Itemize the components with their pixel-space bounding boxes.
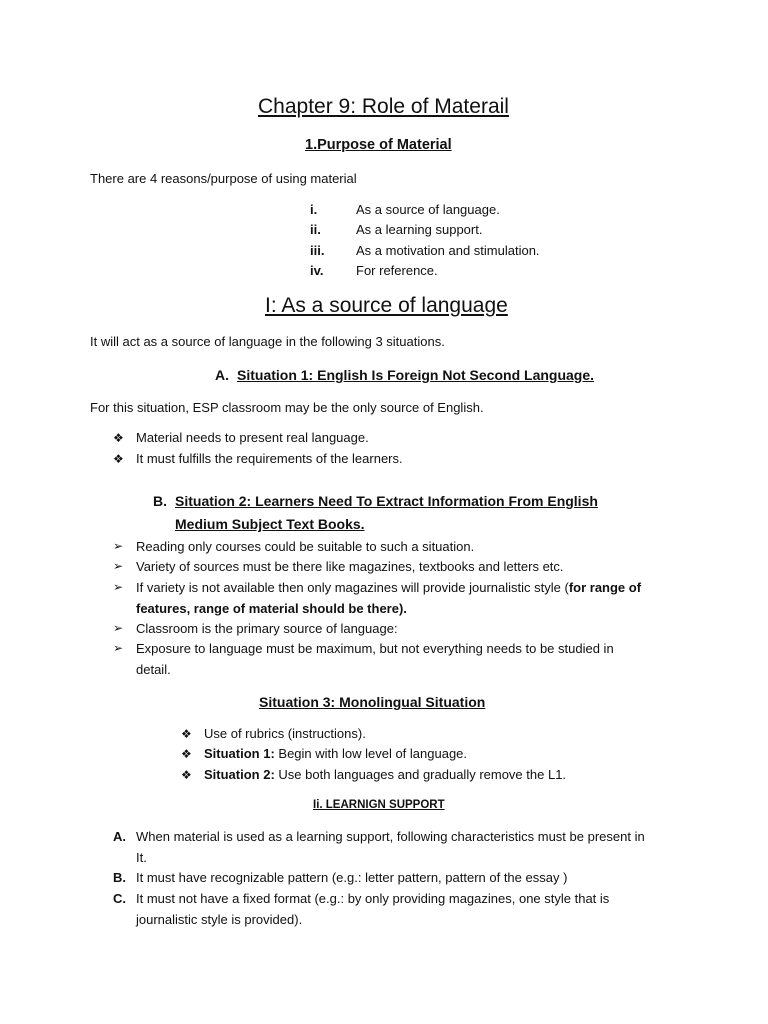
list-item-continuation: detail. xyxy=(136,662,171,677)
list-item: As a source of language. xyxy=(356,202,500,217)
diamond-bullet-icon: ❖ xyxy=(113,431,124,445)
list-item: It must fulfills the requirements of the learners. xyxy=(136,451,403,466)
arrow-bullet-icon: ➢ xyxy=(113,539,124,553)
list-item: Classroom is the primary source of language: xyxy=(136,621,398,636)
list-item-bold-text: Situation 1: xyxy=(204,746,275,761)
section-heading-purpose: 1.Purpose of Material xyxy=(305,137,452,153)
situation-b-heading-line1: Situation 2: Learners Need To Extract Information From English xyxy=(175,493,598,509)
list-item xyxy=(204,726,366,741)
list-item-continuation: features, range of material should be there). xyxy=(136,601,407,616)
situation-a-heading: Situation 1: English Is Foreign Not Second Language. xyxy=(237,367,595,383)
list-item-text: Begin with low level of language. xyxy=(274,746,468,761)
page-title: Chapter 9: Role of Materail xyxy=(258,95,509,118)
purpose-intro: There are 4 reasons/purpose of using material xyxy=(90,171,357,186)
list-item: It must not have a fixed format (e.g.: by only providing magazines, one style that is xyxy=(136,891,610,906)
list-item xyxy=(204,746,467,761)
list-item xyxy=(136,580,641,595)
list-item: Material needs to present real language. xyxy=(136,430,369,445)
list-letter: B. xyxy=(113,870,126,885)
list-letter: C. xyxy=(113,891,126,906)
list-item-continuation: It. xyxy=(136,850,147,865)
diamond-bullet-icon: ❖ xyxy=(181,768,192,782)
list-item: As a motivation and stimulation. xyxy=(356,243,540,258)
arrow-bullet-icon: ➢ xyxy=(113,621,124,635)
list-letter: A. xyxy=(113,829,126,844)
list-item-bold-text: for range of xyxy=(568,580,642,595)
diamond-bullet-icon: ❖ xyxy=(181,727,192,741)
list-number: i. xyxy=(310,202,318,217)
list-number: ii. xyxy=(310,222,321,237)
list-item-continuation: journalistic style is provided). xyxy=(136,912,303,927)
list-number: iv. xyxy=(310,263,324,278)
situation-b-heading-line2: Medium Subject Text Books. xyxy=(175,516,365,532)
list-item: Variety of sources must be there like magazines, textbooks and letters etc. xyxy=(136,559,564,574)
list-number: iii. xyxy=(310,243,325,258)
list-item-bold-text: Situation 2: xyxy=(204,767,275,782)
section-heading-learning-support: Ii. LEARNIGN SUPPORT xyxy=(313,799,445,811)
list-item xyxy=(204,767,566,782)
arrow-bullet-icon: ➢ xyxy=(113,559,124,573)
source-intro: It will act as a source of language in the following 3 situations. xyxy=(90,334,445,349)
list-item: Exposure to language must be maximum, but not everything needs to be studied in xyxy=(136,641,614,656)
section-heading-source-of-language: I: As a source of language xyxy=(265,294,508,317)
situation-3-heading: Situation 3: Monolingual Situation xyxy=(259,694,486,710)
list-item: When material is used as a learning support, following characteristics must be present in xyxy=(136,829,645,844)
situation-a-letter: A. xyxy=(215,367,229,383)
diamond-bullet-icon: ❖ xyxy=(181,747,192,761)
list-item: As a learning support. xyxy=(356,222,483,237)
situation-a-intro: For this situation, ESP classroom may be the only source of English. xyxy=(90,400,484,415)
list-item: For reference. xyxy=(356,263,438,278)
list-item-text: Use of rubrics (instructions). xyxy=(204,726,366,741)
list-item: It must have recognizable pattern (e.g.: letter pattern, pattern of the essay ) xyxy=(136,870,568,885)
list-item: Reading only courses could be suitable to such a situation. xyxy=(136,539,475,554)
arrow-bullet-icon: ➢ xyxy=(113,580,124,594)
diamond-bullet-icon: ❖ xyxy=(113,452,124,466)
list-item-text: Use both languages and gradually remove the L1. xyxy=(274,767,567,782)
situation-b-letter: B. xyxy=(153,493,167,509)
list-item-text: If variety is not available then only magazines will provide journalistic style ( xyxy=(136,580,569,595)
arrow-bullet-icon: ➢ xyxy=(113,641,124,655)
